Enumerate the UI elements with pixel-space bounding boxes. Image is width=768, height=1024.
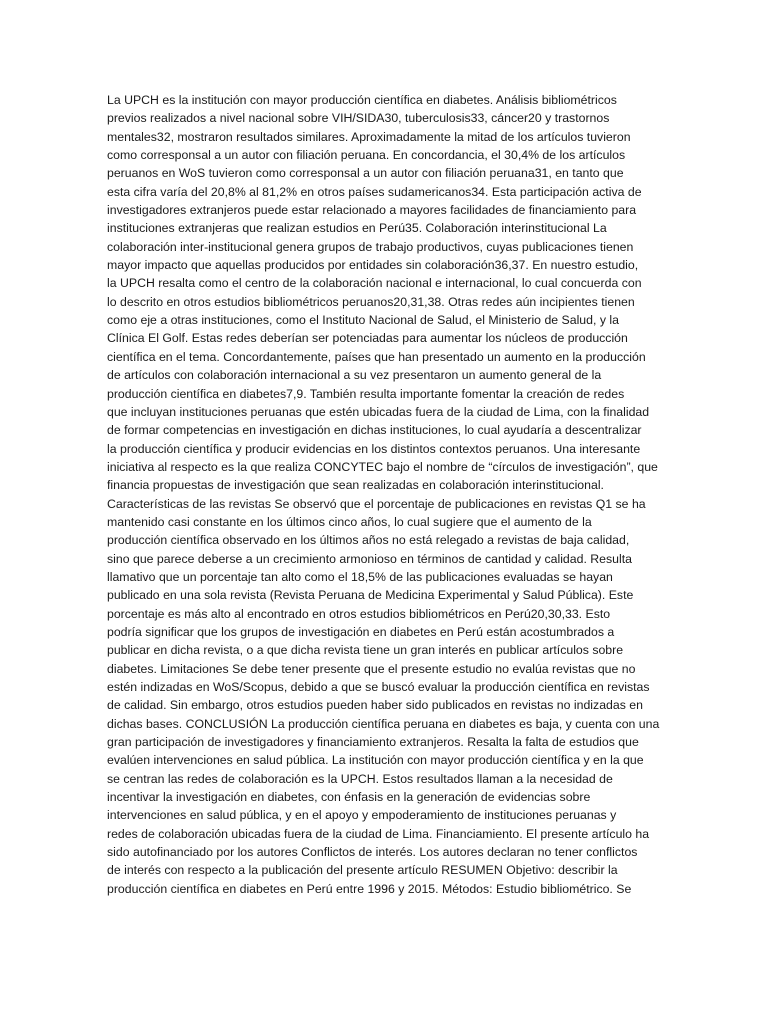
text-line: mayor impacto que aquellas producidos por entidades sin colaboración36,37. En nuestro estudio,	[107, 258, 639, 273]
text-line: evalúen intervenciones en salud pública. La institución con mayor producción científica y en la que	[107, 753, 644, 768]
text-line: financia propuestas de investigación que sean realizadas en colaboración interinstitucional.	[107, 478, 604, 493]
text-line: Características de las revistas Se observó que el porcentaje de publicaciones en revistas Q1 se ha	[107, 496, 646, 511]
text-line: investigadores extranjeros puede estar relacionado a mayores facilidades de financiamiento para	[107, 203, 637, 218]
text-line: producción científica en diabetes en Perú entre 1996 y 2015. Métodos: Estudio bibliométrico. Se	[107, 881, 632, 896]
text-line: de interés con respecto a la publicación del presente artículo RESUMEN Objetivo: describir la	[107, 863, 618, 878]
text-line: colaboración inter-institucional genera grupos de trabajo productivos, cuyas publicaciones tienen	[107, 239, 634, 254]
text-line: de artículos con colaboración internacional a su vez presentaron un aumento general de la	[107, 368, 602, 383]
text-line: como eje a otras instituciones, como el Instituto Nacional de Salud, el Ministerio de Salud, y la	[107, 313, 619, 328]
text-line: de calidad. Sin embargo, otros estudios pueden haber sido publicados en revistas no indizadas en	[107, 698, 643, 713]
text-line: iniciativa al respecto es la que realiza CONCYTEC bajo el nombre de “círculos de investigación”, que	[107, 459, 658, 474]
text-line: se centran las redes de colaboración es la UPCH. Estos resultados llaman a la necesidad de	[107, 771, 613, 786]
text-line: científica en el tema. Concordantemente, países que han presentado un aumento en la producción	[107, 349, 646, 364]
text-line: esta cifra varía del 20,8% al 81,2% en otros países sudamericanos34. Esta participación activa de	[107, 184, 642, 199]
text-line: llamativo que un porcentaje tan alto como el 18,5% de las publicaciones evaluadas se hayan	[107, 569, 613, 584]
text-line: como corresponsal a un autor con filiación peruana. En concordancia, el 30,4% de los artículos	[107, 148, 626, 163]
text-line: mantenido casi constante en los últimos cinco años, lo cual sugiere que el aumento de la	[107, 514, 592, 529]
text-line: redes de colaboración ubicadas fuera de la ciudad de Lima. Financiamiento. El presente artículo ha	[107, 826, 650, 841]
text-line: la UPCH resalta como el centro de la colaboración nacional e internacional, lo cual concuerda con	[107, 276, 642, 291]
text-line: producción científica observado en los últimos años no está relegado a revistas de baja calidad,	[107, 533, 630, 548]
text-line: gran participación de investigadores y financiamiento extranjeros. Resalta la falta de estudios que	[107, 735, 639, 750]
text-line: incentivar la investigación en diabetes, con énfasis en la generación de evidencias sobre	[107, 790, 591, 805]
text-line: la producción científica y producir evidencias en los distintos contextos peruanos. Una interesante	[107, 441, 641, 456]
text-line: peruanos en WoS tuvieron como corresponsal a un autor con filiación peruana31, en tanto que	[107, 166, 624, 181]
text-line: Clínica El Golf. Estas redes deberían ser potenciadas para aumentar los núcleos de producción	[107, 331, 628, 346]
text-line: sino que parece deberse a un crecimiento armonioso en términos de cantidad y calidad. Resulta	[107, 551, 632, 566]
text-line: producción científica en diabetes7,9. También resulta importante fomentar la creación de redes	[107, 386, 625, 401]
text-line: mentales32, mostraron resultados similares. Aproximadamente la mitad de los artículos tuvieron	[107, 129, 631, 144]
text-line: previos realizados a nivel nacional sobre VIH/SIDA30, tuberculosis33, cáncer20 y trastornos	[107, 111, 610, 126]
text-line: instituciones extranjeras que realizan estudios en Perú35. Colaboración interinstitucional La	[107, 221, 607, 236]
text-line: dichas bases. CONCLUSIÓN La producción científica peruana en diabetes es baja, y cuenta con una	[107, 716, 660, 731]
text-line: que incluyan instituciones peruanas que estén ubicadas fuera de la ciudad de Lima, con la finalidad	[107, 404, 650, 419]
text-line: estén indizadas en WoS/Scopus, debido a que se buscó evaluar la producción científica en revistas	[107, 680, 650, 694]
text-line: de formar competencias en investigación en dichas instituciones, lo cual ayudaría a descentralizar	[107, 423, 642, 438]
text-line: sido autofinanciado por los autores Conflictos de interés. Los autores declaran no tener conflictos	[107, 845, 638, 860]
text-line: diabetes. Limitaciones Se debe tener presente que el presente estudio no evalúa revistas que no	[107, 661, 636, 676]
text-line: podría significar que los grupos de investigación en diabetes en Perú están acostumbrados a	[107, 624, 615, 639]
text-line: La UPCH es la institución con mayor producción científica en diabetes. Análisis bibliométricos	[107, 93, 617, 107]
text-line: publicar en dicha revista, o a que dicha revista tiene un gran interés en publicar artículos sobre	[107, 643, 624, 658]
text-line: intervenciones en salud pública, y en el apoyo y empoderamiento de instituciones peruanas y	[107, 808, 617, 823]
body-text	[107, 91, 663, 898]
text-line: porcentaje es más alto al encontrado en otros estudios bibliométricos en Perú20,30,33. Esto	[107, 606, 611, 621]
text-line: lo descrito en otros estudios bibliométricos peruanos20,31,38. Otras redes aún incipientes tienen	[107, 294, 635, 309]
text-line: publicado en una sola revista (Revista Peruana de Medicina Experimental y Salud Pública). Este	[107, 588, 634, 603]
